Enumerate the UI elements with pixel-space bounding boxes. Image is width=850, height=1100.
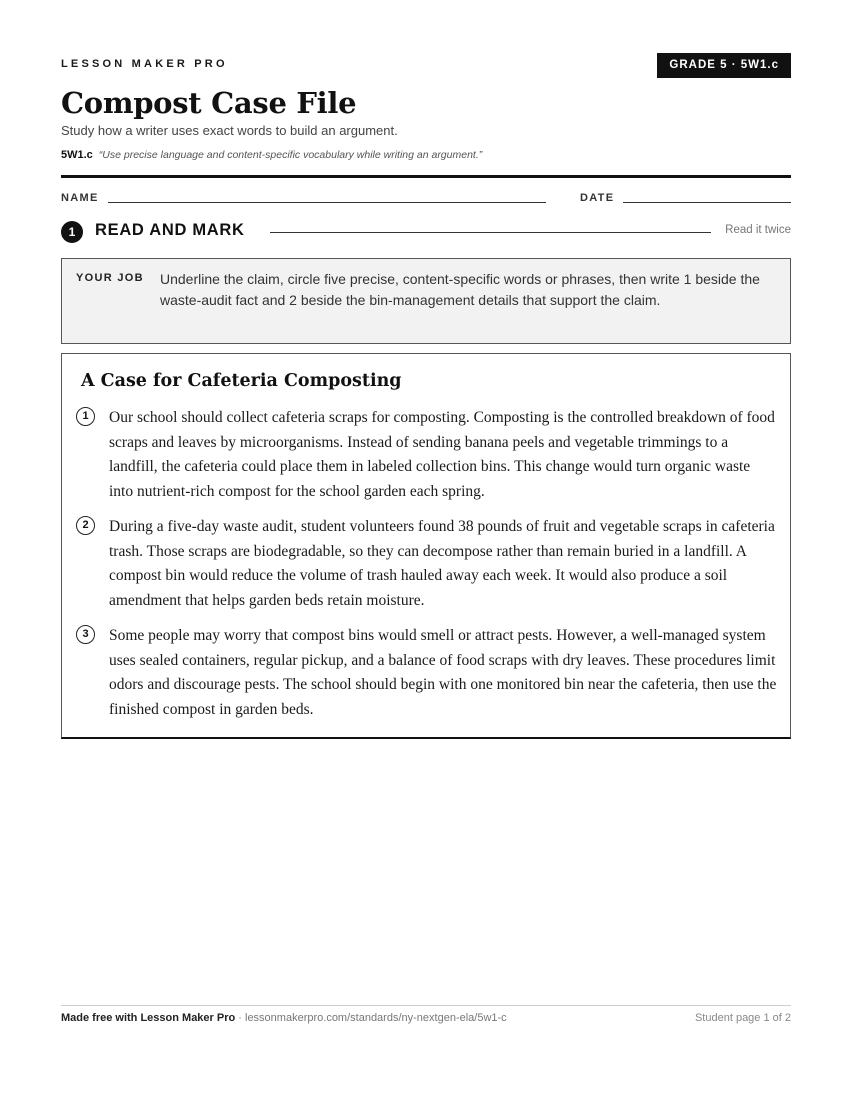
brand-name: LESSON MAKER PRO [61, 58, 228, 70]
instructions-text: Underline the claim, circle five precise, content-specific words or phrases, then write 1 beside the waste-audit fact and 2 beside the bin-management details that support the claim. [160, 271, 760, 308]
paragraph-text: Some people may worry that compost bins would smell or attract pests. However, a well-managed system uses sealed containers, regular pickup, and a balance of food scraps with dry leaves. These procedures limit odors and discourage pests. The school should begin with one monitored bin near the cafeteria, then use the finished compost in garden beds. [109, 627, 777, 718]
footer-made-with: Made free with Lesson Maker Pro [61, 1012, 236, 1024]
page-title: Compost Case File [61, 86, 357, 120]
header-divider [61, 175, 791, 178]
paragraph-number: 3 [76, 625, 95, 644]
name-field[interactable] [108, 202, 546, 203]
instructions-label: YOUR JOB [76, 272, 144, 284]
date-field[interactable] [623, 202, 791, 203]
section-1-header [61, 220, 791, 244]
paragraph-text: During a five-day waste audit, student volunteers found 38 pounds of fruit and vegetable scraps in cafeteria trash. Those scraps are biodegradable, so they can decompose rather than remain buried in a landfill. A compost bin would reduce the volume of trash hauled away each week. It would also produce a soil amendment that helps garden beds retain moisture. [109, 518, 775, 609]
passage-title: A Case for Cafeteria Composting [81, 371, 402, 391]
paragraph-text: Our school should collect cafeteria scraps for composting. Composting is the controlled breakdown of food scraps and leaves by microorganisms. Instead of sending banana peels and vegetable trimmings to a landfill, the cafeteria could place them in labeled collection bins. This change would turn organic waste into nutrient-rich compost for the school garden each spring. [109, 409, 775, 500]
name-label: NAME [61, 192, 99, 204]
section-title: READ AND MARK [95, 221, 245, 239]
name-date-row [61, 192, 791, 208]
section-number-badge: 1 [61, 221, 83, 243]
grade-badge: GRADE 5 · 5W1.c [657, 53, 791, 78]
instructions-box [61, 258, 791, 344]
section-note: Read it twice [725, 224, 791, 236]
footer-url[interactable]: · lessonmakerpro.com/standards/ny-nextgen-ela/5w1-c [238, 1012, 507, 1024]
worksheet-page [61, 0, 791, 1100]
footer-credit [61, 1012, 507, 1024]
standard-text: “Use precise language and content-specific vocabulary while writing an argument.” [98, 149, 483, 161]
reading-passage [61, 353, 791, 739]
date-label: DATE [580, 192, 615, 204]
footer-page-number: Student page 1 of 2 [694, 1012, 791, 1024]
standard-code: 5W1.c [61, 149, 93, 161]
page-subtitle: Study how a writer uses exact words to build an argument. [61, 123, 398, 138]
standard-line [61, 149, 482, 161]
footer-divider [61, 1005, 791, 1006]
paragraph-number: 1 [76, 407, 95, 426]
section-rule [270, 232, 711, 233]
paragraph-number: 2 [76, 516, 95, 535]
